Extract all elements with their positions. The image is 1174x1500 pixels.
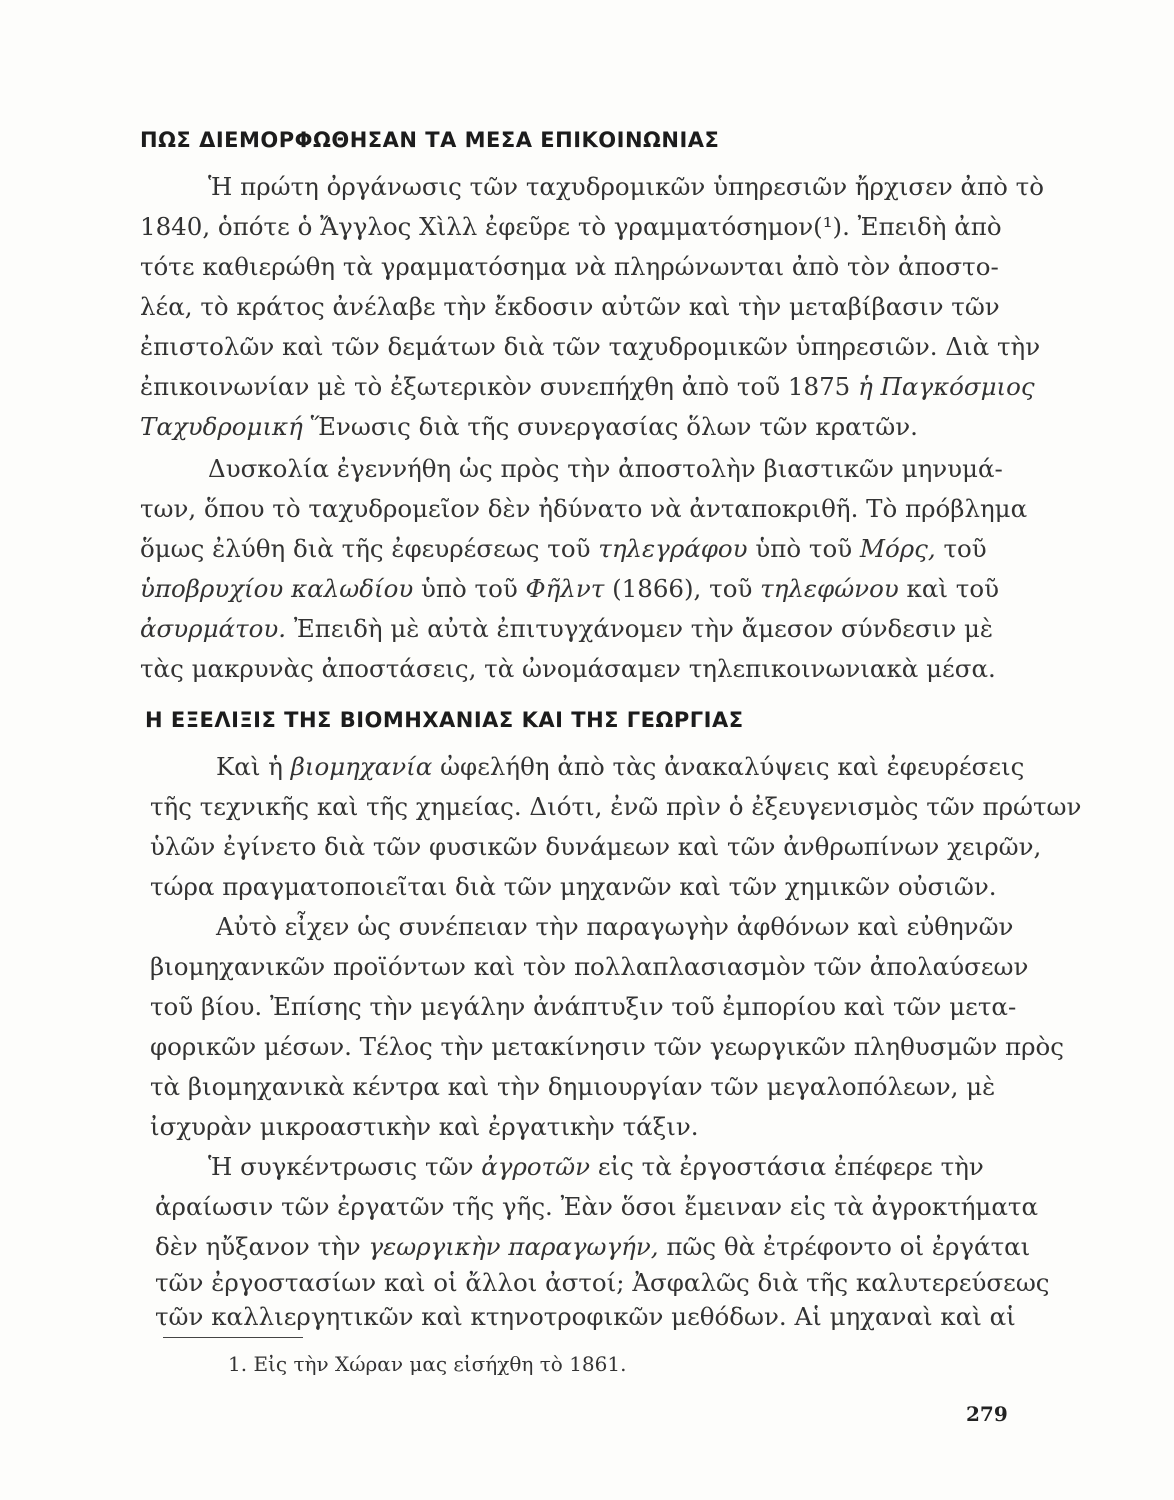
section-heading-industry-agriculture: Η ΕΞΕΛΙΞΙΣ ΤΗΣ ΒΙΟΜΗΧΑΝΙΑΣ ΚΑΙ ΤΗΣ ΓΕΩΡΓΙΑΣ <box>145 708 744 732</box>
paragraph-line: ἰσχυρὰν μικροαστικὴν καὶ ἐργατικὴν τάξιν. <box>150 1112 699 1141</box>
footnote: 1. Εἰς τὴν Χώραν μας εἰσήχθη τὸ 1861. <box>228 1352 627 1376</box>
paragraph-line: ἀραίωσιν τῶν ἐργατῶν τῆς γῆς. Ἐὰν ὅσοι ἔμειναν εἰς τὰ ἀγροκτήματα <box>155 1192 1038 1221</box>
paragraph-line <box>140 574 999 603</box>
paragraph-line: τώρα πραγματοποιεῖται διὰ τῶν μηχανῶν καὶ τῶν χημικῶν οὐσιῶν. <box>150 872 997 901</box>
paragraph-line <box>140 614 993 643</box>
paragraph-line <box>155 1232 1030 1261</box>
section-heading-communications: ΠΩΣ ΔΙΕΜΟΡΦΩΘΗΣΑΝ ΤΑ ΜΕΣΑ ΕΠΙΚΟΙΝΩΝΙΑΣ <box>140 128 720 152</box>
footnote-divider <box>163 1337 303 1338</box>
italic-term: γεωργικὴν παραγωγήν, <box>368 1232 659 1261</box>
line-text: (1866), τοῦ <box>612 574 753 603</box>
paragraph-line: βιομηχανικῶν προϊόντων καὶ τὸν πολλαπλασιασμὸν τῶν ἀπολαύσεων <box>150 952 1029 981</box>
paragraph-line: Ἡ πρώτη ὀργάνωσις τῶν ταχυδρομικῶν ὑπηρεσιῶν ἤρχισεν ἀπὸ τὸ <box>208 172 1044 201</box>
line-text: ὅμως ἐλύθη διὰ τῆς ἐφευρέσεως τοῦ <box>140 534 591 563</box>
line-text: πῶς θὰ ἐτρέφοντο οἱ ἐργάται <box>666 1232 1031 1261</box>
line-text: εἰς τὰ ἐργοστάσια ἐπέφερε τὴν <box>597 1152 984 1181</box>
line-text: Καὶ ἡ <box>216 752 283 781</box>
paragraph-line <box>140 372 1035 401</box>
paragraph-line: λέα, τὸ κράτος ἀνέλαβε τὴν ἔκδοσιν αὐτῶν καὶ τὴν μεταβίβασιν τῶν <box>140 292 1000 321</box>
italic-term: ἡ Παγκόσμιος <box>858 372 1035 401</box>
paragraph-line: τῶν ἐργοστασίων καὶ οἱ ἄλλοι ἀστοί; Ἀσφαλῶς διὰ τῆς καλυτερεύσεως <box>155 1268 1050 1297</box>
paragraph-line <box>140 412 918 441</box>
line-text: Ἕνωσις διὰ τῆς συνεργασίας ὅλων τῶν κρατῶν. <box>310 412 918 441</box>
paragraph-line: τὰ βιομηχανικὰ κέντρα καὶ τὴν δημιουργίαν τῶν μεγαλοπόλεων, μὲ <box>150 1072 996 1101</box>
italic-term: ἀγροτῶν <box>481 1152 591 1181</box>
italic-term: τηλεφώνου <box>760 574 899 603</box>
paragraph-line: των, ὅπου τὸ ταχυδρομεῖον δὲν ἠδύνατο νὰ ἀνταποκριθῆ. Τὸ πρόβλημα <box>140 494 1028 523</box>
paragraph-line: ἐπιστολῶν καὶ τῶν δεμάτων διὰ τῶν ταχυδρομικῶν ὑπηρεσιῶν. Διὰ τὴν <box>140 332 1041 361</box>
italic-term: βιομηχανία <box>290 752 433 781</box>
line-text: Ἡ συγκέντρωσις τῶν <box>208 1152 474 1181</box>
paragraph-line: φορικῶν μέσων. Τέλος τὴν μετακίνησιν τῶν γεωργικῶν πληθυσμῶν πρὸς <box>150 1032 1065 1061</box>
paragraph-line <box>208 1152 984 1181</box>
line-text: ἐπικοινωνίαν μὲ τὸ ἐξωτερικὸν συνεπήχθη ἀπὸ τοῦ 1875 <box>140 372 851 401</box>
line-text: καὶ τοῦ <box>906 574 999 603</box>
paragraph-line: 1840, ὁπότε ὁ Ἄγγλος Χὶλλ ἐφεῦρε τὸ γραμματόσημον(¹). Ἐπειδὴ ἀπὸ <box>140 212 1002 241</box>
page-number: 279 <box>966 1402 1008 1426</box>
paragraph-line: Δυσκολία ἐγεννήθη ὡς πρὸς τὴν ἀποστολὴν βιαστικῶν μηνυμά- <box>208 454 1003 483</box>
italic-term: ἀσυρμάτου. <box>140 614 287 643</box>
italic-term: τηλεγράφου <box>598 534 748 563</box>
italic-term: Φῆλντ <box>525 574 605 603</box>
line-text: τοῦ <box>943 534 987 563</box>
paragraph-line: Αὐτὸ εἶχεν ὡς συνέπειαν τὴν παραγωγὴν ἀφθόνων καὶ εὐθηνῶν <box>216 912 1014 941</box>
paragraph-line: ὑλῶν ἐγίνετο διὰ τῶν φυσικῶν δυνάμεων καὶ τῶν ἀνθρωπίνων χειρῶν, <box>150 832 1042 861</box>
paragraph-line: τῆς τεχνικῆς καὶ τῆς χημείας. Διότι, ἐνῶ πρὶν ὁ ἐξευγενισμὸς τῶν πρώτων <box>150 792 1082 821</box>
line-text: δὲν ηὔξανον τὴν <box>155 1232 361 1261</box>
italic-term: Μόρς, <box>859 534 936 563</box>
line-text: Ἐπειδὴ μὲ αὐτὰ ἐπιτυγχάνομεν τὴν ἄμεσον σύνδεσιν μὲ <box>293 614 994 643</box>
italic-term: Ταχυδρομική <box>140 412 303 441</box>
line-text: ὑπὸ τοῦ <box>421 574 518 603</box>
paragraph-line: τῶν καλλιεργητικῶν καὶ κτηνοτροφικῶν μεθόδων. Αἱ μηχαναὶ καὶ αἱ <box>155 1302 1016 1331</box>
line-text: ὑπὸ τοῦ <box>755 534 853 563</box>
paragraph-line: τοῦ βίου. Ἐπίσης τὴν μεγάλην ἀνάπτυξιν τοῦ ἐμπορίου καὶ τῶν μετα- <box>150 992 1017 1021</box>
paragraph-line: τὰς μακρυνὰς ἀποστάσεις, τὰ ὠνομάσαμεν τηλεπικοινωνιακὰ μέσα. <box>140 654 996 683</box>
paragraph-line <box>140 534 987 563</box>
line-text: ὠφελήθη ἀπὸ τὰς ἀνακαλύψεις καὶ ἐφευρέσεις <box>440 752 1025 781</box>
italic-term: ὑποβρυχίου καλωδίου <box>140 574 414 603</box>
paragraph-line <box>216 752 1024 781</box>
paragraph-line: τότε καθιερώθη τὰ γραμματόσημα νὰ πληρώνωνται ἀπὸ τὸν ἀποστο- <box>140 252 999 281</box>
